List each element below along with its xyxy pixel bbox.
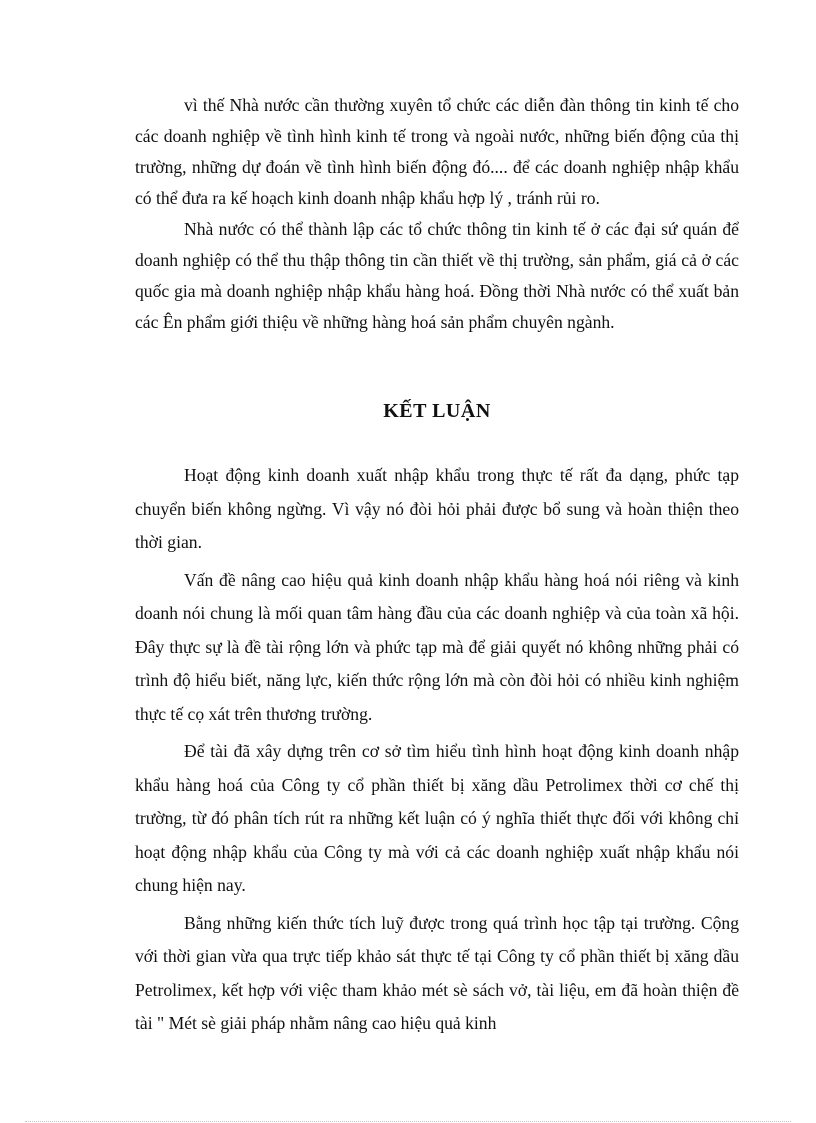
conclusion-heading: KẾT LUẬN: [383, 400, 491, 422]
page-bottom-divider: [25, 1121, 791, 1122]
intro-paragraph-2: Nhà nước có thể thành lập các tổ chức thông tin kinh tế ở các đại sứ quán để doanh nghiệp có thể thu thập thông tin cần thiết về thị trường, sản phẩm, giá cả ở các quốc gia mà doanh nghiệp nhập khẩu hàng hoá. Đồng thời Nhà nước có thể xuất bản các Ên phẩm giới thiệu về những hàng hoá sản phẩm chuyên ngành.: [135, 219, 739, 332]
conclusion-paragraph-2: Vấn đề nâng cao hiệu quả kinh doanh nhập khẩu hàng hoá nói riêng và kinh doanh nói chung là mối quan tâm hàng đầu của các doanh nghiệp và của toàn xã hội. Đây thực sự là đề tài rộng lớn và phức tạp mà để giải quyết nó không những phải có trình độ hiểu biết, năng lực, kiến thức rộng lớn mà còn đòi hỏi có nhiều kinh nghiệm thực tế cọ xát trên thương trường.: [135, 569, 739, 724]
intro-paragraph-1: vì thế Nhà nước cần thường xuyên tổ chức các diễn đàn thông tin kinh tế cho các doanh nghiệp về tình hình kinh tế trong và ngoài nước, những biến động của thị trường, những dự đoán về tình hình biến động đó.... để các doanh nghiệp nhập khẩu có thể đưa ra kế hoạch kinh doanh nhập khẩu hợp lý , tránh rủi ro.: [135, 95, 739, 208]
conclusion-text: [135, 459, 739, 1045]
intro-text: [135, 90, 739, 338]
conclusion-paragraph-4: Bằng những kiến thức tích luỹ được trong quá trình học tập tại trường. Cộng với thời gian vừa qua trực tiếp khảo sát thực tế tại Công ty cổ phần thiết bị xăng dầu Petrolimex, kết hợp với việc tham khảo mét sè sách vở, tài liệu, em đã hoàn thiện đề tài " Mét sè giải pháp nhằm nâng cao hiệu quả kinh: [135, 912, 739, 1033]
conclusion-paragraph-3: Để tài đã xây dựng trên cơ sở tìm hiểu tình hình hoạt động kinh doanh nhập khẩu hàng hoá của Công ty cổ phần thiết bị xăng dầu Petrolimex thời cơ chế thị trường, từ đó phân tích rút ra những kết luận có ý nghĩa thiết thực đối với không chỉ hoạt động nhập khẩu của Công ty mà với cả các doanh nghiệp xuất nhập khẩu nói chung hiện nay.: [135, 741, 739, 895]
conclusion-paragraph-1: Hoạt động kinh doanh xuất nhập khẩu trong thực tế rất đa dạng, phức tạp chuyển biến không ngừng. Vì vậy nó đòi hỏi phải được bổ sung và hoàn thiện theo thời gian.: [135, 465, 739, 552]
